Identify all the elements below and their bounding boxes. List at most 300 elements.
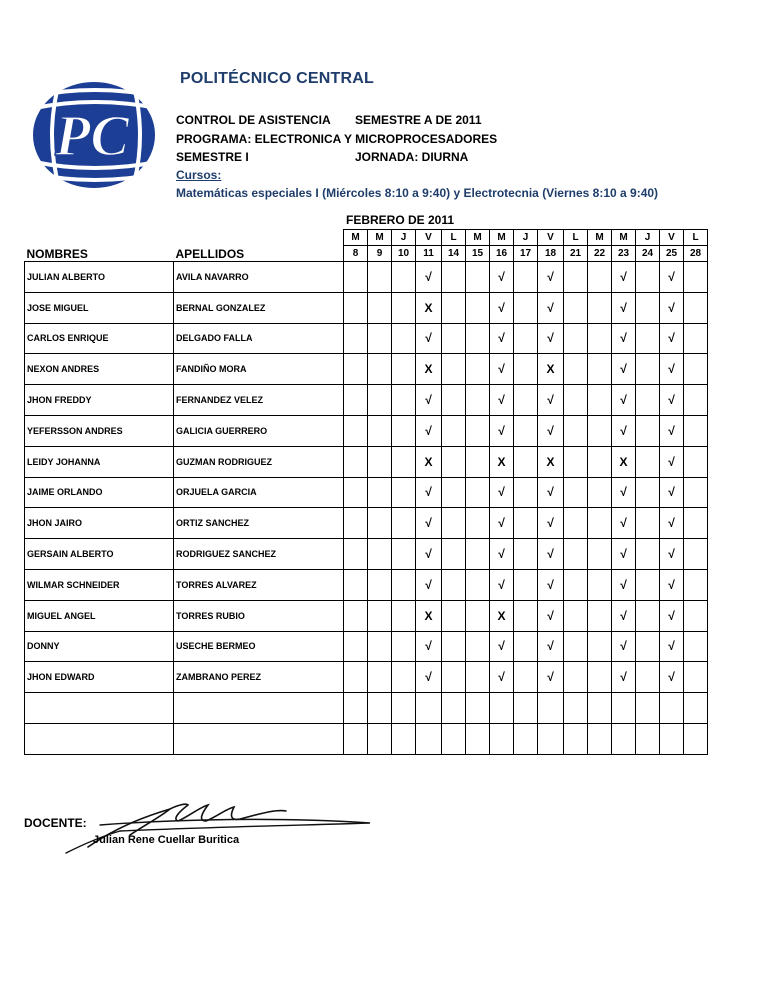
shift-label: JORNADA: DIURNA [355,150,469,164]
attendance-mark [368,631,392,662]
attendance-mark [684,508,708,539]
attendance-mark: √ [490,477,514,508]
attendance-mark [514,723,538,754]
attendance-mark [344,446,368,477]
attendance-mark: √ [538,292,564,323]
attendance-mark: √ [490,354,514,385]
attendance-mark: X [612,446,636,477]
attendance-mark: √ [538,477,564,508]
day-number-header: 11 [416,246,442,262]
attendance-mark [442,292,466,323]
weekday-header: V [416,230,442,246]
student-last-name [174,723,344,754]
attendance-mark [466,508,490,539]
attendance-mark [392,323,416,354]
attendance-mark [416,723,442,754]
attendance-mark: √ [538,539,564,570]
attendance-mark: √ [660,446,684,477]
attendance-mark [368,323,392,354]
attendance-mark [588,631,612,662]
attendance-mark [514,569,538,600]
attendance-mark [564,262,588,293]
attendance-mark [514,600,538,631]
attendance-mark [636,600,660,631]
teacher-label: DOCENTE: [24,816,87,830]
attendance-mark [368,292,392,323]
attendance-mark: √ [612,354,636,385]
control-label: CONTROL DE ASISTENCIA [176,113,331,127]
institution-title: POLITÉCNICO CENTRAL [180,70,375,87]
attendance-mark [684,693,708,724]
attendance-mark: √ [660,569,684,600]
attendance-mark [514,693,538,724]
weekday-header: J [514,230,538,246]
attendance-mark [392,569,416,600]
attendance-mark [684,292,708,323]
attendance-mark [588,262,612,293]
attendance-mark [684,262,708,293]
attendance-mark: X [416,354,442,385]
attendance-mark [514,446,538,477]
month-label: FEBRERO DE 2011 [346,213,455,227]
attendance-mark: √ [612,569,636,600]
student-first-name: JHON EDWARD [25,662,174,693]
attendance-mark: √ [538,600,564,631]
attendance-mark: √ [416,631,442,662]
attendance-mark: √ [660,385,684,416]
attendance-mark [442,569,466,600]
weekday-header: M [588,230,612,246]
attendance-table [24,229,708,755]
attendance-mark: √ [416,662,442,693]
pc-globe-logo-icon [30,79,162,191]
attendance-mark [442,354,466,385]
attendance-mark [588,354,612,385]
attendance-mark: √ [612,539,636,570]
attendance-mark [684,477,708,508]
attendance-mark [564,446,588,477]
attendance-mark [392,446,416,477]
attendance-mark [466,600,490,631]
attendance-mark [466,385,490,416]
weekday-header: V [538,230,564,246]
attendance-mark [466,262,490,293]
attendance-mark [490,723,514,754]
attendance-mark [344,415,368,446]
table-row [25,262,708,293]
student-first-name: JHON JAIRO [25,508,174,539]
attendance-mark [392,662,416,693]
attendance-mark [588,539,612,570]
table-row [25,508,708,539]
attendance-mark [466,354,490,385]
attendance-mark [466,631,490,662]
attendance-mark [636,292,660,323]
attendance-mark [344,508,368,539]
attendance-mark [442,323,466,354]
svg-text:PC: PC [54,103,130,168]
attendance-mark [636,569,660,600]
attendance-mark: X [416,446,442,477]
attendance-mark: √ [612,292,636,323]
attendance-mark [564,662,588,693]
student-first-name: JULIAN ALBERTO [25,262,174,293]
attendance-mark [588,508,612,539]
student-first-name [25,723,174,754]
attendance-mark: √ [660,600,684,631]
attendance-mark [344,600,368,631]
attendance-mark [466,446,490,477]
attendance-mark [636,631,660,662]
attendance-mark [466,693,490,724]
attendance-mark [636,693,660,724]
attendance-mark [636,385,660,416]
attendance-mark [514,262,538,293]
day-number-header: 9 [368,246,392,262]
attendance-mark [636,323,660,354]
attendance-mark [514,292,538,323]
attendance-mark [466,662,490,693]
day-number-header: 17 [514,246,538,262]
attendance-mark: √ [612,477,636,508]
student-first-name: WILMAR SCHNEIDER [25,569,174,600]
attendance-mark [344,693,368,724]
table-row [25,662,708,693]
attendance-mark [612,723,636,754]
student-first-name: NEXON ANDRES [25,354,174,385]
attendance-mark [684,415,708,446]
attendance-mark: √ [538,385,564,416]
table-row [25,292,708,323]
weekday-header: M [490,230,514,246]
attendance-mark [564,415,588,446]
attendance-mark [564,323,588,354]
student-first-name: JAIME ORLANDO [25,477,174,508]
attendance-mark [442,539,466,570]
attendance-mark: √ [538,508,564,539]
attendance-mark [392,723,416,754]
table-row [25,323,708,354]
attendance-mark [636,662,660,693]
attendance-mark [514,631,538,662]
weekday-header: V [660,230,684,246]
attendance-mark [564,477,588,508]
attendance-mark [344,292,368,323]
courses-label: Cursos: [176,168,222,182]
student-first-name: LEIDY JOHANNA [25,446,174,477]
attendance-mark [612,693,636,724]
weekday-header: M [368,230,392,246]
day-number-header: 24 [636,246,660,262]
attendance-mark: X [416,292,442,323]
attendance-mark: √ [416,508,442,539]
attendance-mark [684,631,708,662]
attendance-mark [564,354,588,385]
table-row [25,354,708,385]
attendance-mark: √ [416,539,442,570]
student-last-name: RODRIGUEZ SANCHEZ [174,539,344,570]
attendance-mark [392,600,416,631]
attendance-mark [392,292,416,323]
attendance-mark [636,539,660,570]
attendance-mark [466,723,490,754]
attendance-mark [392,539,416,570]
handwritten-signature-icon [60,795,380,855]
student-first-name: DONNY [25,631,174,662]
student-last-name: AVILA NAVARRO [174,262,344,293]
attendance-mark [660,723,684,754]
attendance-mark: √ [538,323,564,354]
attendance-mark: √ [416,477,442,508]
weekday-header: J [392,230,416,246]
attendance-mark [588,723,612,754]
student-first-name: GERSAIN ALBERTO [25,539,174,570]
attendance-mark: √ [660,631,684,662]
attendance-mark [588,446,612,477]
attendance-mark: √ [612,323,636,354]
attendance-mark [392,385,416,416]
student-last-name: FERNANDEZ VELEZ [174,385,344,416]
attendance-mark [368,385,392,416]
attendance-mark [684,600,708,631]
attendance-mark [466,477,490,508]
attendance-mark [368,723,392,754]
day-number-header: 25 [660,246,684,262]
attendance-mark [368,600,392,631]
column-header-apellidos: APELLIDOS [174,246,344,262]
attendance-mark [588,600,612,631]
attendance-mark [588,693,612,724]
attendance-mark [636,262,660,293]
attendance-mark [588,323,612,354]
attendance-mark [684,385,708,416]
attendance-mark [368,415,392,446]
student-last-name: ZAMBRANO PEREZ [174,662,344,693]
attendance-mark [588,569,612,600]
attendance-mark [368,569,392,600]
attendance-mark: √ [660,477,684,508]
table-row [25,385,708,416]
attendance-mark [368,662,392,693]
teacher-name: Julian Rene Cuellar Buritica [93,834,240,846]
attendance-mark [564,539,588,570]
attendance-mark: √ [538,631,564,662]
attendance-mark: √ [416,262,442,293]
attendance-mark [442,415,466,446]
attendance-mark: √ [660,508,684,539]
attendance-mark [442,385,466,416]
table-row [25,446,708,477]
semester-year-label: SEMESTRE A DE 2011 [355,113,482,127]
attendance-mark [442,508,466,539]
attendance-mark: √ [660,539,684,570]
student-first-name: YEFERSSON ANDRES [25,415,174,446]
attendance-mark [344,539,368,570]
attendance-mark: √ [660,415,684,446]
student-last-name: TORRES ALVAREZ [174,569,344,600]
attendance-mark [684,354,708,385]
attendance-mark [636,477,660,508]
attendance-mark: X [538,354,564,385]
attendance-mark: √ [660,354,684,385]
student-last-name: ORJUELA GARCIA [174,477,344,508]
attendance-mark: √ [538,415,564,446]
attendance-mark [368,262,392,293]
attendance-mark [368,477,392,508]
attendance-mark [636,415,660,446]
attendance-mark [636,354,660,385]
day-number-header: 10 [392,246,416,262]
attendance-mark: √ [612,662,636,693]
attendance-mark: √ [490,508,514,539]
attendance-mark [344,323,368,354]
attendance-mark [466,415,490,446]
attendance-mark [442,600,466,631]
table-row [25,693,708,724]
attendance-mark [684,323,708,354]
attendance-mark: √ [612,508,636,539]
attendance-mark [466,539,490,570]
attendance-mark: √ [490,323,514,354]
attendance-mark [442,262,466,293]
weekday-header: M [344,230,368,246]
attendance-mark [368,354,392,385]
weekday-header: L [684,230,708,246]
day-number-header: 28 [684,246,708,262]
day-number-header: 23 [612,246,636,262]
attendance-mark [564,569,588,600]
attendance-mark [442,631,466,662]
attendance-mark [466,323,490,354]
attendance-mark [564,693,588,724]
attendance-mark: √ [538,569,564,600]
table-row [25,600,708,631]
attendance-mark [514,477,538,508]
attendance-mark [514,539,538,570]
attendance-mark [636,446,660,477]
attendance-mark: √ [612,385,636,416]
attendance-mark: √ [490,569,514,600]
student-first-name: JHON FREDDY [25,385,174,416]
attendance-mark: √ [490,539,514,570]
weekday-header: J [636,230,660,246]
attendance-mark: √ [416,415,442,446]
attendance-mark [442,723,466,754]
attendance-mark [466,569,490,600]
attendance-mark [344,477,368,508]
attendance-mark: X [490,446,514,477]
table-row [25,415,708,446]
weekday-header: L [442,230,466,246]
student-last-name: TORRES RUBIO [174,600,344,631]
attendance-mark [684,723,708,754]
weekday-header: M [612,230,636,246]
table-row [25,723,708,754]
attendance-mark [514,385,538,416]
attendance-mark: √ [490,662,514,693]
attendance-mark [344,631,368,662]
attendance-mark [636,723,660,754]
attendance-mark: √ [416,385,442,416]
attendance-mark: √ [612,262,636,293]
attendance-mark [442,693,466,724]
attendance-mark [442,446,466,477]
column-header-nombres: NOMBRES [25,246,174,262]
program-label: PROGRAMA: ELECTRONICA Y MICROPROCESADORES [176,132,498,146]
attendance-mark [588,292,612,323]
attendance-mark: X [538,446,564,477]
attendance-mark [392,262,416,293]
attendance-mark: √ [660,292,684,323]
attendance-mark [564,508,588,539]
day-number-header: 14 [442,246,466,262]
student-first-name [25,693,174,724]
attendance-mark [564,385,588,416]
day-number-header: 22 [588,246,612,262]
attendance-mark [392,508,416,539]
attendance-mark: √ [660,662,684,693]
table-row [25,539,708,570]
attendance-mark: √ [490,262,514,293]
attendance-mark: √ [416,323,442,354]
attendance-mark: √ [612,415,636,446]
attendance-mark: √ [490,631,514,662]
attendance-mark: √ [538,262,564,293]
attendance-mark: √ [612,631,636,662]
attendance-mark [684,662,708,693]
attendance-mark: X [490,600,514,631]
day-number-header: 18 [538,246,564,262]
day-number-header: 21 [564,246,588,262]
student-last-name: BERNAL GONZALEZ [174,292,344,323]
attendance-mark: √ [538,662,564,693]
attendance-mark [392,693,416,724]
attendance-mark [344,569,368,600]
attendance-mark [368,539,392,570]
attendance-mark [344,262,368,293]
student-first-name: MIGUEL ANGEL [25,600,174,631]
student-last-name [174,693,344,724]
attendance-mark: √ [660,262,684,293]
attendance-mark [660,693,684,724]
day-number-header: 16 [490,246,514,262]
attendance-mark: √ [490,385,514,416]
student-last-name: GALICIA GUERRERO [174,415,344,446]
weekday-header: L [564,230,588,246]
attendance-mark [538,693,564,724]
attendance-mark [416,693,442,724]
attendance-mark [392,631,416,662]
attendance-mark [344,723,368,754]
attendance-mark: √ [490,292,514,323]
courses-text: Matemáticas especiales I (Miércoles 8:10 a 9:40) y Electrotecnia (Viernes 8:10 a 9:40) [176,186,659,200]
table-row [25,477,708,508]
attendance-mark [588,415,612,446]
attendance-mark [514,662,538,693]
attendance-mark [368,508,392,539]
attendance-mark [684,539,708,570]
attendance-mark [392,415,416,446]
attendance-mark: √ [490,415,514,446]
attendance-mark [392,477,416,508]
day-number-header: 15 [466,246,490,262]
attendance-mark [564,723,588,754]
attendance-mark [442,662,466,693]
attendance-mark: √ [416,569,442,600]
attendance-mark: X [416,600,442,631]
attendance-mark [588,385,612,416]
attendance-mark [514,323,538,354]
